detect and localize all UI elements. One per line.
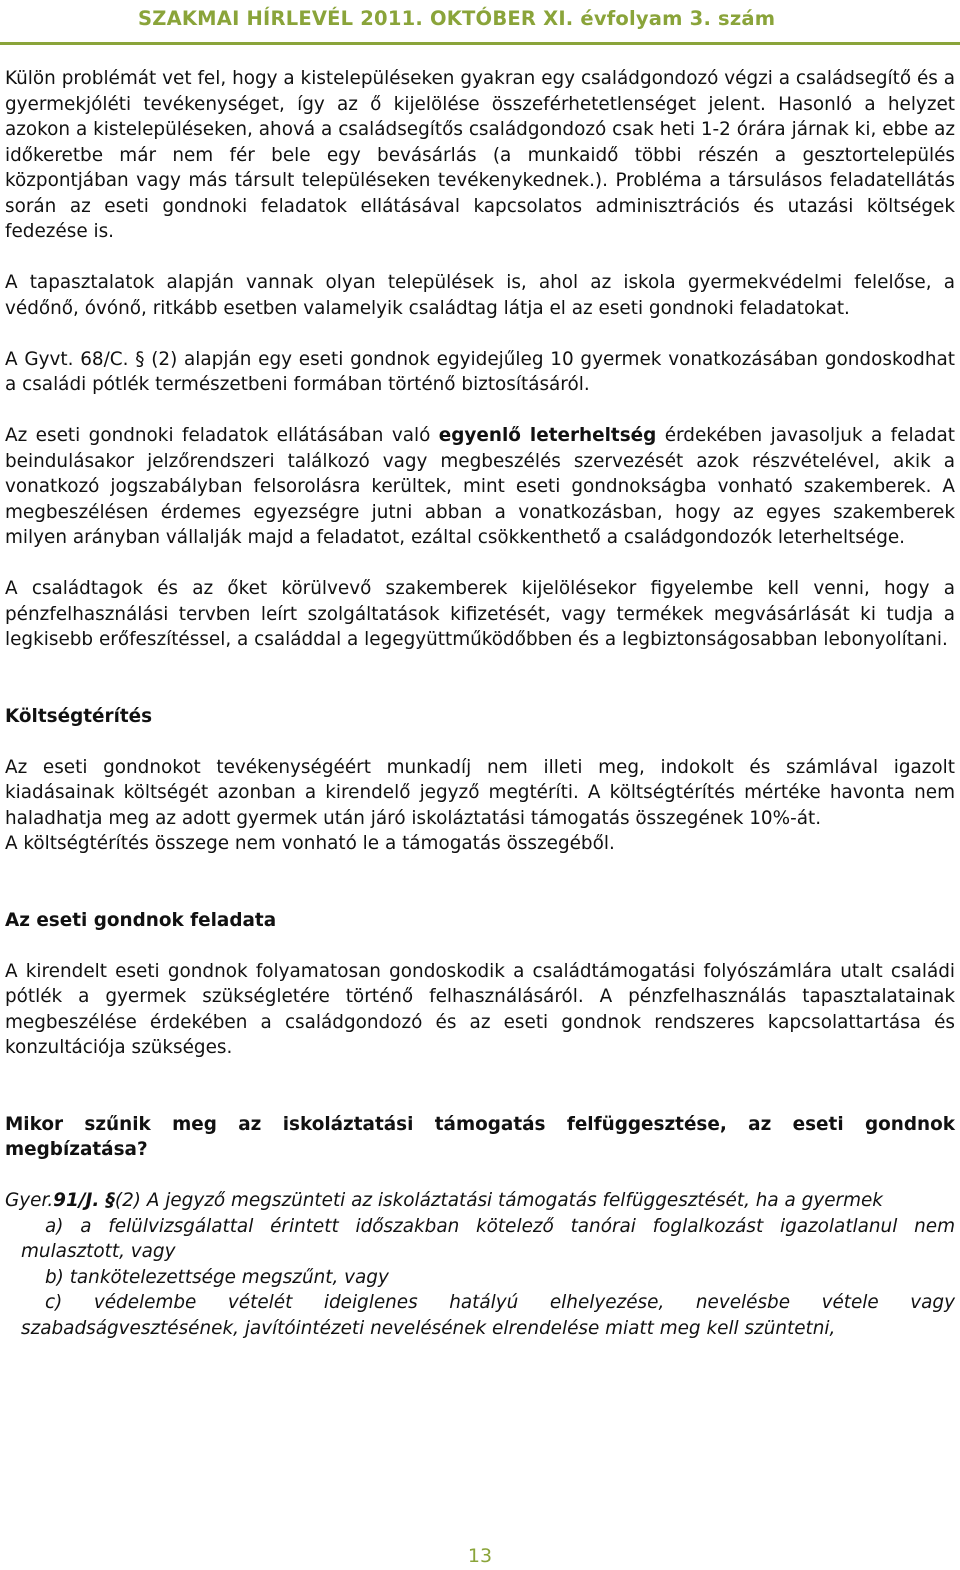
emphasis-text: egyenlő leterheltség bbox=[438, 425, 657, 446]
section-heading-mikor: Mikor szűnik meg az iskoláztatási támogatás felfüggesztése, az eseti gondnok megbízatása? bbox=[5, 1113, 955, 1160]
paragraph-gyvt: A Gyvt. 68/C. § (2) alapján egy eseti gondnok egyidejűleg 10 gyermek vonatkozásában gondoskodhat a családi pótlék természetbeni formában történő biztosításáról. bbox=[5, 348, 955, 395]
section-heading-feladat: Az eseti gondnok feladata bbox=[5, 909, 277, 931]
paragraph-kistelepules: Külön problémát vet fel, hogy a kistelepüléseken gyakran egy családgondozó végzi a családsegítő és a gyermekjóléti tevékenységet, így az ő kijelölése összeférhetetlenséget jelent. Hasonló a helyzet azokon a kistelepüléseken, ahová a családsegítős családgondozó csak heti 1-2 órára járnak ki, ebbe az időkeretbe már nem fér bele egy bevásárlás (a munkaidő többi részén a gesztortelepülés központjában vagy más társult településeken tevékenykednek.). Probléma a társulásos feladatellátás során az eseti gondnoki feladatok ellátásával kapcsolatos adminisztrációs és utazási költségek fedezése is. bbox=[5, 68, 955, 242]
legal-item-b: b) tankötelezettsége megszűnt, vagy bbox=[45, 1266, 389, 1288]
legal-quote bbox=[5, 1188, 955, 1214]
paragraph-tapasztalatok: A tapasztalatok alapján vannak olyan települések is, ahol az iskola gyermekvédelmi felelőse, a védőnő, óvónő, ritkább esetben valamelyik családtag látja el az eseti gondnoki feladatokat. bbox=[5, 272, 955, 319]
document-body bbox=[5, 66, 955, 1341]
section-heading-koltsegterites: Költségtérítés bbox=[5, 705, 153, 727]
newsletter-title: SZAKMAI HÍRLEVÉL 2011. OKTÓBER XI. évfolyam 3. szám bbox=[138, 7, 776, 30]
legal-item-a: a) a felülvizsgálattal érintett időszakban kötelező tanórai foglalkozást igazolatlanul nem mulasztott, vagy bbox=[21, 1215, 955, 1262]
quote-section-ref: 91/J. § bbox=[53, 1190, 115, 1211]
quote-prefix: Gyer. bbox=[5, 1190, 54, 1211]
paragraph-feladat: A kirendelt eseti gondnok folyamatosan gondoskodik a családtámogatási folyószámlára utalt családi pótlék a gyermek szükségletére történő felhasználásáról. A pénzfelhasználás tapasztalatainak megbeszélése érdekében a családgondozó és az eseti gondnok rendszeres kapcsolattartása és konzultációja szükséges. bbox=[5, 960, 955, 1058]
paragraph-koltsegterites-note: A költségtérítés összege nem vonható le a támogatás összegéből. bbox=[5, 833, 615, 854]
text-segment: érdekében javasoljuk a feladat beindulásakor jelzőrendszeri találkozó vagy megbeszélés szervezését azok részvételével, akik a vonatkozó jogszabályban felsorolásra kerültek, mint eseti gondnokságba vonható szakemberek. A megbeszélésen érdemes egyezségre jutni abban a vonatkozásban, hogy az egyes szakemberek milyen arányban vállalják majd a feladatot, ezáltal csökkenthető a családgondozók leterheltsége. bbox=[5, 425, 956, 548]
paragraph-koltsegterites: Az eseti gondnokot tevékenységéért munkadíj nem illeti meg, indokolt és számlával igazolt kiadásainak költségét azonban a kirendelő jegyző megtéríti. A költségtérítés mértéke havonta nem haladhatja meg az adott gyermek után járó iskoláztatási támogatás összegének 10%-át. bbox=[5, 756, 955, 829]
page-number: 13 bbox=[467, 1545, 493, 1567]
quote-text: (2) A jegyző megszünteti az iskoláztatási támogatás felfüggesztését, ha a gyermek bbox=[114, 1190, 883, 1211]
text-segment: Az eseti gondnoki feladatok ellátásában való bbox=[5, 425, 439, 446]
paragraph-egyenlo-leterheltseg bbox=[5, 423, 955, 551]
newsletter-header bbox=[0, 0, 960, 45]
paragraph-csaladtagok: A családtagok és az őket körülvevő szakemberek kijelölésekor figyelembe kell venni, hogy a pénzfelhasználási tervben leírt szolgáltatások kifizetését, vagy termékek megvásárlását ki tudja a legkisebb erőfeszítéssel, a családdal a legegyüttműködőbben és a legbiztonságosabban lebonyolítani. bbox=[5, 578, 955, 650]
legal-item-c: c) védelembe vételét ideiglenes hatályú elhelyezése, nevelésbe vétele vagy szabadságvesztésének, javítóintézeti nevelésének elrendelése miatt meg kell szüntetni, bbox=[21, 1292, 955, 1339]
